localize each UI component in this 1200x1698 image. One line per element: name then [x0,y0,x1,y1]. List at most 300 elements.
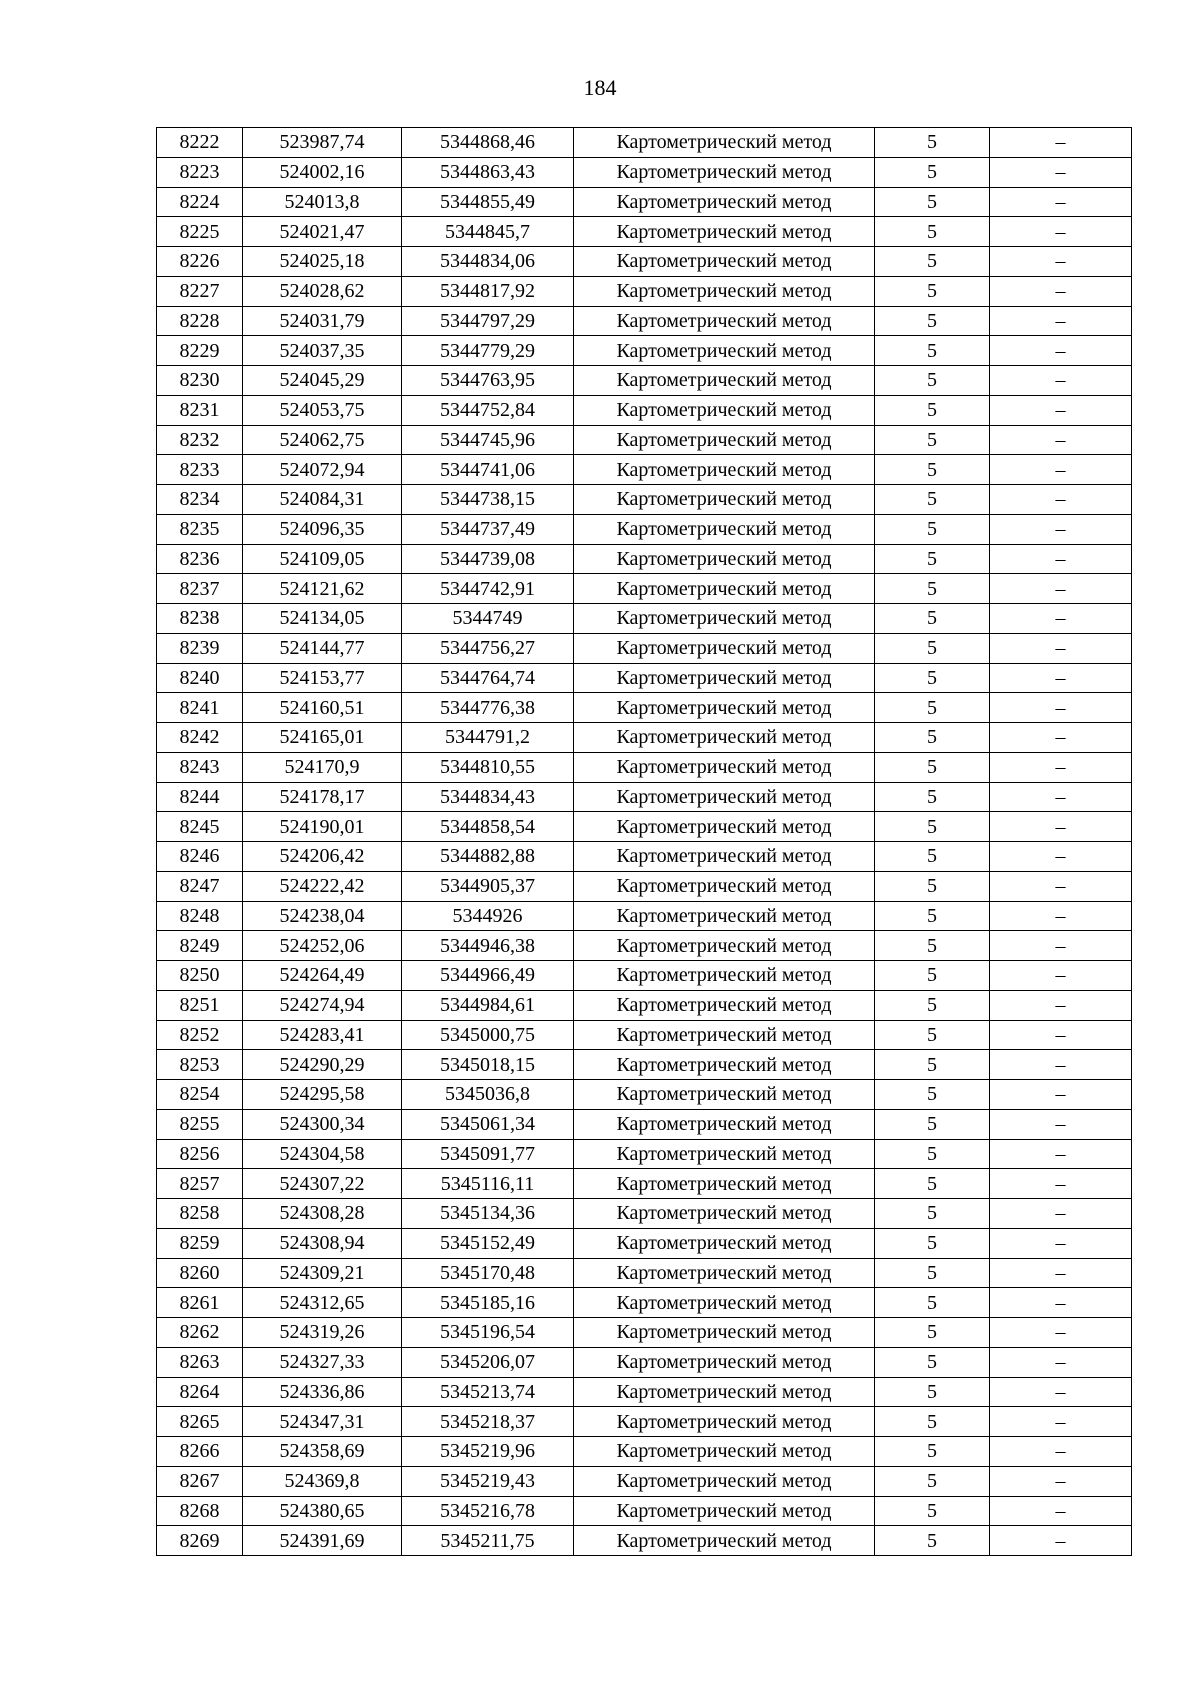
note-cell: – [990,455,1132,485]
point-number-cell: 8252 [157,1020,243,1050]
x-coordinate-cell: 524206,42 [243,842,402,872]
page-number: 184 [583,75,617,100]
table-row [157,782,1132,812]
method-cell: Картометрический метод [574,901,875,931]
y-coordinate-cell: 5344764,74 [402,663,574,693]
table-row [157,1437,1132,1467]
note-cell: – [990,812,1132,842]
table-row [157,1526,1132,1556]
method-cell: Картометрический метод [574,514,875,544]
point-number-cell: 8250 [157,961,243,991]
x-coordinate-cell: 524309,21 [243,1258,402,1288]
y-coordinate-cell: 5344742,91 [402,574,574,604]
table-row [157,990,1132,1020]
table-row [157,336,1132,366]
accuracy-cell: 5 [875,366,990,396]
y-coordinate-cell: 5344797,29 [402,306,574,336]
note-cell: – [990,1020,1132,1050]
x-coordinate-cell: 524013,8 [243,187,402,217]
point-number-cell: 8259 [157,1228,243,1258]
y-coordinate-cell: 5344946,38 [402,931,574,961]
point-number-cell: 8262 [157,1318,243,1348]
y-coordinate-cell: 5344745,96 [402,425,574,455]
method-cell: Картометрический метод [574,1020,875,1050]
table-row [157,1169,1132,1199]
y-coordinate-cell: 5344905,37 [402,871,574,901]
note-cell: – [990,157,1132,187]
x-coordinate-cell: 524380,65 [243,1496,402,1526]
table-row [157,485,1132,515]
accuracy-cell: 5 [875,901,990,931]
accuracy-cell: 5 [875,1020,990,1050]
note-cell: – [990,990,1132,1020]
y-coordinate-cell: 5344810,55 [402,752,574,782]
y-coordinate-cell: 5345219,43 [402,1466,574,1496]
method-cell: Картометрический метод [574,752,875,782]
accuracy-cell: 5 [875,128,990,158]
point-number-cell: 8242 [157,723,243,753]
point-number-cell: 8239 [157,633,243,663]
accuracy-cell: 5 [875,633,990,663]
table-row [157,663,1132,693]
y-coordinate-cell: 5344882,88 [402,842,574,872]
accuracy-cell: 5 [875,1258,990,1288]
table-row [157,633,1132,663]
method-cell: Картометрический метод [574,574,875,604]
note-cell: – [990,336,1132,366]
table-row [157,187,1132,217]
table-row [157,1020,1132,1050]
accuracy-cell: 5 [875,752,990,782]
method-cell: Картометрический метод [574,1169,875,1199]
table-row [157,425,1132,455]
note-cell: – [990,752,1132,782]
y-coordinate-cell: 5344817,92 [402,276,574,306]
x-coordinate-cell: 524109,05 [243,544,402,574]
table-row [157,247,1132,277]
table-row [157,693,1132,723]
y-coordinate-cell: 5345116,11 [402,1169,574,1199]
point-number-cell: 8255 [157,1109,243,1139]
note-cell: – [990,842,1132,872]
y-coordinate-cell: 5345216,78 [402,1496,574,1526]
table-row [157,1139,1132,1169]
point-number-cell: 8243 [157,752,243,782]
table-row [157,871,1132,901]
accuracy-cell: 5 [875,276,990,306]
note-cell: – [990,276,1132,306]
accuracy-cell: 5 [875,842,990,872]
y-coordinate-cell: 5345219,96 [402,1437,574,1467]
x-coordinate-cell: 524037,35 [243,336,402,366]
method-cell: Картометрический метод [574,723,875,753]
note-cell: – [990,1080,1132,1110]
x-coordinate-cell: 524144,77 [243,633,402,663]
accuracy-cell: 5 [875,1199,990,1229]
accuracy-cell: 5 [875,1288,990,1318]
y-coordinate-cell: 5344868,46 [402,128,574,158]
point-number-cell: 8269 [157,1526,243,1556]
x-coordinate-cell: 524336,86 [243,1377,402,1407]
x-coordinate-cell: 524307,22 [243,1169,402,1199]
accuracy-cell: 5 [875,1050,990,1080]
method-cell: Картометрический метод [574,812,875,842]
point-number-cell: 8240 [157,663,243,693]
method-cell: Картометрический метод [574,604,875,634]
note-cell: – [990,1258,1132,1288]
method-cell: Картометрический метод [574,1139,875,1169]
y-coordinate-cell: 5345018,15 [402,1050,574,1080]
method-cell: Картометрический метод [574,157,875,187]
table-row [157,455,1132,485]
point-number-cell: 8249 [157,931,243,961]
x-coordinate-cell: 524304,58 [243,1139,402,1169]
method-cell: Картометрический метод [574,1258,875,1288]
point-number-cell: 8256 [157,1139,243,1169]
x-coordinate-cell: 524170,9 [243,752,402,782]
point-number-cell: 8235 [157,514,243,544]
x-coordinate-cell: 524096,35 [243,514,402,544]
note-cell: – [990,633,1132,663]
x-coordinate-cell: 524312,65 [243,1288,402,1318]
table-row [157,1199,1132,1229]
note-cell: – [990,1228,1132,1258]
y-coordinate-cell: 5345185,16 [402,1288,574,1318]
accuracy-cell: 5 [875,217,990,247]
method-cell: Картометрический метод [574,455,875,485]
method-cell: Картометрический метод [574,1080,875,1110]
method-cell: Картометрический метод [574,1526,875,1556]
point-number-cell: 8226 [157,247,243,277]
x-coordinate-cell: 524274,94 [243,990,402,1020]
method-cell: Картометрический метод [574,871,875,901]
point-number-cell: 8258 [157,1199,243,1229]
method-cell: Картометрический метод [574,395,875,425]
x-coordinate-cell: 524072,94 [243,455,402,485]
x-coordinate-cell: 524319,26 [243,1318,402,1348]
x-coordinate-cell: 524347,31 [243,1407,402,1437]
note-cell: – [990,901,1132,931]
point-number-cell: 8246 [157,842,243,872]
table-row [157,842,1132,872]
x-coordinate-cell: 524369,8 [243,1466,402,1496]
table-row [157,1109,1132,1139]
note-cell: – [990,871,1132,901]
x-coordinate-cell: 524045,29 [243,366,402,396]
accuracy-cell: 5 [875,1466,990,1496]
y-coordinate-cell: 5344741,06 [402,455,574,485]
accuracy-cell: 5 [875,961,990,991]
point-number-cell: 8232 [157,425,243,455]
table-row [157,961,1132,991]
y-coordinate-cell: 5344834,43 [402,782,574,812]
table-row [157,931,1132,961]
method-cell: Картометрический метод [574,217,875,247]
accuracy-cell: 5 [875,723,990,753]
x-coordinate-cell: 524153,77 [243,663,402,693]
x-coordinate-cell: 524283,41 [243,1020,402,1050]
y-coordinate-cell: 5344863,43 [402,157,574,187]
point-number-cell: 8228 [157,306,243,336]
table-row [157,514,1132,544]
note-cell: – [990,544,1132,574]
x-coordinate-cell: 524178,17 [243,782,402,812]
accuracy-cell: 5 [875,663,990,693]
table-row [157,1050,1132,1080]
x-coordinate-cell: 524290,29 [243,1050,402,1080]
coordinates-table [156,127,1132,1556]
table-row [157,217,1132,247]
note-cell: – [990,604,1132,634]
accuracy-cell: 5 [875,782,990,812]
method-cell: Картометрический метод [574,1199,875,1229]
table-row [157,1228,1132,1258]
note-cell: – [990,1109,1132,1139]
accuracy-cell: 5 [875,455,990,485]
method-cell: Картометрический метод [574,247,875,277]
note-cell: – [990,128,1132,158]
note-cell: – [990,1347,1132,1377]
accuracy-cell: 5 [875,812,990,842]
method-cell: Картометрический метод [574,961,875,991]
method-cell: Картометрический метод [574,990,875,1020]
x-coordinate-cell: 524053,75 [243,395,402,425]
table-row [157,544,1132,574]
note-cell: – [990,1437,1132,1467]
y-coordinate-cell: 5344926 [402,901,574,931]
y-coordinate-cell: 5344984,61 [402,990,574,1020]
table-row [157,128,1132,158]
y-coordinate-cell: 5344738,15 [402,485,574,515]
y-coordinate-cell: 5345036,8 [402,1080,574,1110]
x-coordinate-cell: 524002,16 [243,157,402,187]
method-cell: Картометрический метод [574,633,875,663]
x-coordinate-cell: 524358,69 [243,1437,402,1467]
point-number-cell: 8266 [157,1437,243,1467]
point-number-cell: 8237 [157,574,243,604]
note-cell: – [990,395,1132,425]
y-coordinate-cell: 5344763,95 [402,366,574,396]
note-cell: – [990,306,1132,336]
x-coordinate-cell: 524084,31 [243,485,402,515]
point-number-cell: 8224 [157,187,243,217]
point-number-cell: 8251 [157,990,243,1020]
method-cell: Картометрический метод [574,842,875,872]
y-coordinate-cell: 5344776,38 [402,693,574,723]
accuracy-cell: 5 [875,693,990,723]
y-coordinate-cell: 5344858,54 [402,812,574,842]
note-cell: – [990,663,1132,693]
point-number-cell: 8231 [157,395,243,425]
table-row [157,1347,1132,1377]
point-number-cell: 8233 [157,455,243,485]
point-number-cell: 8227 [157,276,243,306]
accuracy-cell: 5 [875,395,990,425]
point-number-cell: 8238 [157,604,243,634]
note-cell: – [990,574,1132,604]
note-cell: – [990,1318,1132,1348]
table-row [157,604,1132,634]
method-cell: Картометрический метод [574,693,875,723]
x-coordinate-cell: 524222,42 [243,871,402,901]
note-cell: – [990,1526,1132,1556]
point-number-cell: 8253 [157,1050,243,1080]
table-row [157,366,1132,396]
method-cell: Картометрический метод [574,1318,875,1348]
note-cell: – [990,931,1132,961]
accuracy-cell: 5 [875,1139,990,1169]
accuracy-cell: 5 [875,1377,990,1407]
x-coordinate-cell: 524028,62 [243,276,402,306]
note-cell: – [990,782,1132,812]
note-cell: – [990,1466,1132,1496]
table-row [157,723,1132,753]
y-coordinate-cell: 5345170,48 [402,1258,574,1288]
x-coordinate-cell: 524160,51 [243,693,402,723]
point-number-cell: 8241 [157,693,243,723]
point-number-cell: 8247 [157,871,243,901]
x-coordinate-cell: 524031,79 [243,306,402,336]
point-number-cell: 8263 [157,1347,243,1377]
point-number-cell: 8225 [157,217,243,247]
point-number-cell: 8223 [157,157,243,187]
point-number-cell: 8268 [157,1496,243,1526]
y-coordinate-cell: 5345218,37 [402,1407,574,1437]
y-coordinate-cell: 5344739,08 [402,544,574,574]
y-coordinate-cell: 5345211,75 [402,1526,574,1556]
point-number-cell: 8222 [157,128,243,158]
y-coordinate-cell: 5344756,27 [402,633,574,663]
method-cell: Картометрический метод [574,366,875,396]
note-cell: – [990,1050,1132,1080]
x-coordinate-cell: 524121,62 [243,574,402,604]
y-coordinate-cell: 5345000,75 [402,1020,574,1050]
y-coordinate-cell: 5344791,2 [402,723,574,753]
method-cell: Картометрический метод [574,931,875,961]
note-cell: – [990,1169,1132,1199]
accuracy-cell: 5 [875,1228,990,1258]
note-cell: – [990,1496,1132,1526]
note-cell: – [990,1407,1132,1437]
accuracy-cell: 5 [875,1318,990,1348]
accuracy-cell: 5 [875,1407,990,1437]
table-row [157,1496,1132,1526]
method-cell: Картометрический метод [574,1288,875,1318]
accuracy-cell: 5 [875,1437,990,1467]
note-cell: – [990,425,1132,455]
table-row [157,306,1132,336]
point-number-cell: 8254 [157,1080,243,1110]
y-coordinate-cell: 5344737,49 [402,514,574,544]
y-coordinate-cell: 5345206,07 [402,1347,574,1377]
y-coordinate-cell: 5344966,49 [402,961,574,991]
note-cell: – [990,1139,1132,1169]
note-cell: – [990,1288,1132,1318]
note-cell: – [990,247,1132,277]
table-row [157,1258,1132,1288]
method-cell: Картометрический метод [574,782,875,812]
accuracy-cell: 5 [875,871,990,901]
accuracy-cell: 5 [875,1169,990,1199]
x-coordinate-cell: 524308,94 [243,1228,402,1258]
accuracy-cell: 5 [875,544,990,574]
method-cell: Картометрический метод [574,1496,875,1526]
point-number-cell: 8244 [157,782,243,812]
y-coordinate-cell: 5344855,49 [402,187,574,217]
x-coordinate-cell: 524295,58 [243,1080,402,1110]
accuracy-cell: 5 [875,1080,990,1110]
method-cell: Картометрический метод [574,425,875,455]
y-coordinate-cell: 5344845,7 [402,217,574,247]
y-coordinate-cell: 5345152,49 [402,1228,574,1258]
y-coordinate-cell: 5344752,84 [402,395,574,425]
table-row [157,395,1132,425]
y-coordinate-cell: 5344834,06 [402,247,574,277]
point-number-cell: 8236 [157,544,243,574]
note-cell: – [990,1199,1132,1229]
x-coordinate-cell: 524165,01 [243,723,402,753]
method-cell: Картометрический метод [574,1377,875,1407]
note-cell: – [990,514,1132,544]
method-cell: Картометрический метод [574,1050,875,1080]
y-coordinate-cell: 5345091,77 [402,1139,574,1169]
table-row [157,1318,1132,1348]
method-cell: Картометрический метод [574,128,875,158]
point-number-cell: 8267 [157,1466,243,1496]
point-number-cell: 8261 [157,1288,243,1318]
note-cell: – [990,723,1132,753]
method-cell: Картометрический метод [574,1466,875,1496]
table-row [157,574,1132,604]
method-cell: Картометрический метод [574,1437,875,1467]
table-row [157,1377,1132,1407]
accuracy-cell: 5 [875,425,990,455]
note-cell: – [990,366,1132,396]
note-cell: – [990,693,1132,723]
accuracy-cell: 5 [875,604,990,634]
method-cell: Картометрический метод [574,1228,875,1258]
point-number-cell: 8229 [157,336,243,366]
x-coordinate-cell: 524300,34 [243,1109,402,1139]
x-coordinate-cell: 524021,47 [243,217,402,247]
table-row [157,157,1132,187]
x-coordinate-cell: 524062,75 [243,425,402,455]
x-coordinate-cell: 523987,74 [243,128,402,158]
accuracy-cell: 5 [875,1347,990,1377]
accuracy-cell: 5 [875,574,990,604]
table-row [157,276,1132,306]
method-cell: Картометрический метод [574,306,875,336]
y-coordinate-cell: 5345134,36 [402,1199,574,1229]
x-coordinate-cell: 524391,69 [243,1526,402,1556]
method-cell: Картометрический метод [574,663,875,693]
note-cell: – [990,187,1132,217]
note-cell: – [990,1377,1132,1407]
point-number-cell: 8264 [157,1377,243,1407]
accuracy-cell: 5 [875,1109,990,1139]
accuracy-cell: 5 [875,187,990,217]
y-coordinate-cell: 5345196,54 [402,1318,574,1348]
accuracy-cell: 5 [875,247,990,277]
accuracy-cell: 5 [875,1526,990,1556]
accuracy-cell: 5 [875,514,990,544]
point-number-cell: 8260 [157,1258,243,1288]
x-coordinate-cell: 524134,05 [243,604,402,634]
point-number-cell: 8245 [157,812,243,842]
method-cell: Картометрический метод [574,485,875,515]
method-cell: Картометрический метод [574,1407,875,1437]
coordinates-table-body [157,128,1132,1556]
